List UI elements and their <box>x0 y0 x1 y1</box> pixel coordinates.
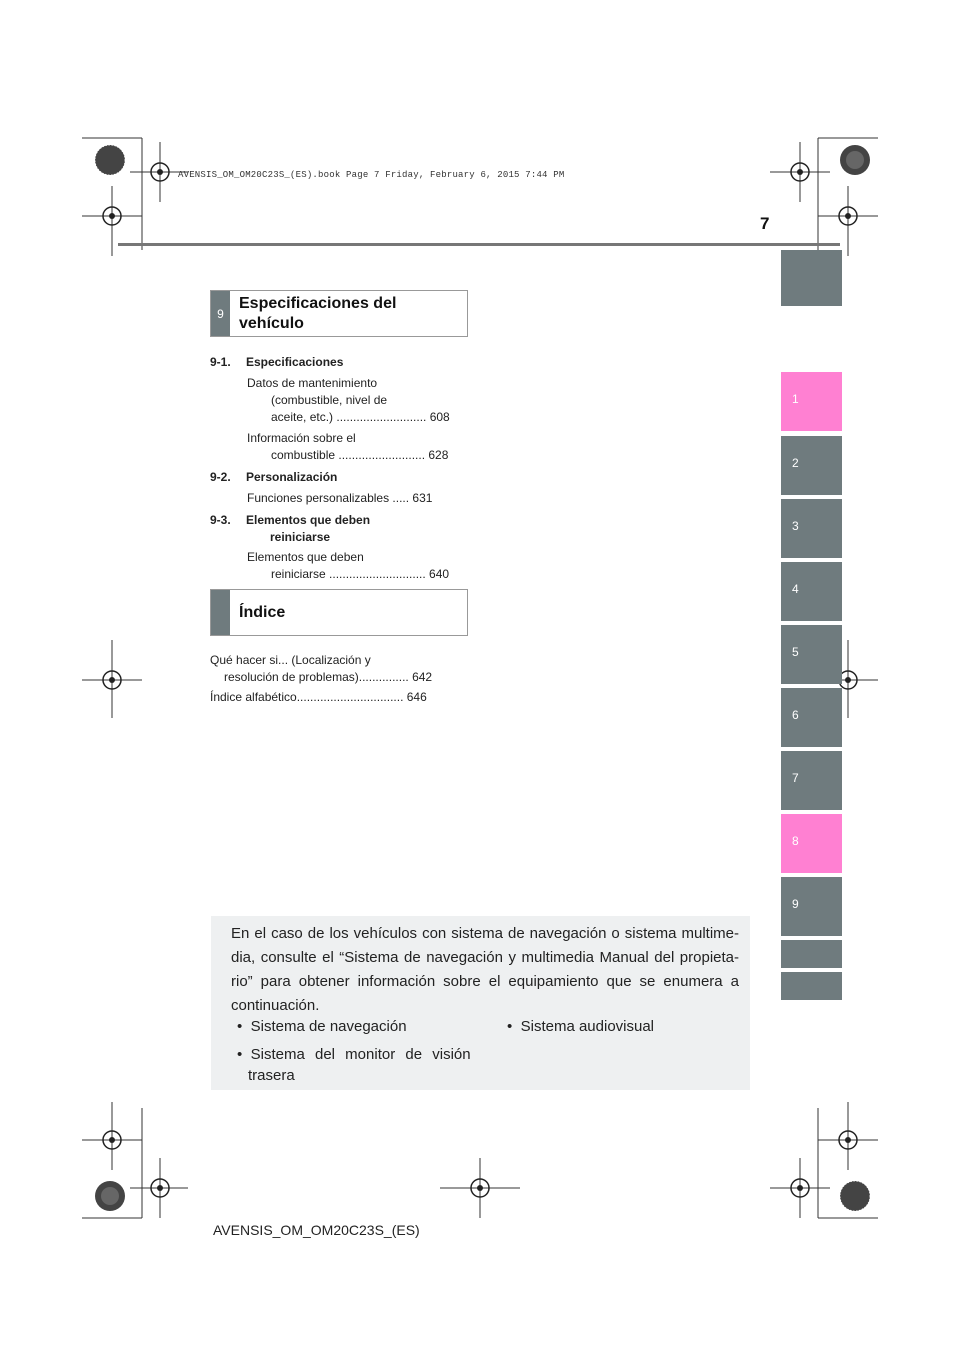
section-9-header <box>210 290 468 337</box>
note-item-navigation: • Sistema de navegación <box>237 1018 407 1035</box>
book-header-line: AVENSIS_OM_OM20C23S_(ES).book Page 7 Friday, February 6, 2015 7:44 PM <box>178 170 565 180</box>
toc-group-9-3[interactable]: 9-3. Elementos que deben reiniciarse <box>210 513 371 544</box>
multimedia-note-box <box>211 916 750 1090</box>
chapter-tab-2[interactable]: 2 <box>781 436 842 495</box>
toc-entry[interactable]: Funciones personalizables ..... 631 <box>247 491 433 505</box>
index-section-title: Índice <box>239 603 286 621</box>
chapter-tab-blank-1[interactable] <box>781 940 842 968</box>
chapter-tab-4[interactable]: 4 <box>781 562 842 621</box>
toc-entry[interactable]: Elementos que deben reiniciarse ............................. 640 <box>247 550 450 581</box>
note-item-rear-camera: • Sistema del monitor de visión trasera <box>237 1046 471 1084</box>
chapter-tab-5[interactable]: 5 <box>781 625 842 684</box>
chapter-tab-blank-2[interactable] <box>781 972 842 1000</box>
chapter-tab-3[interactable]: 3 <box>781 499 842 558</box>
page-number: 7 <box>760 214 770 233</box>
toc-entry-troubleshooting[interactable]: Qué hacer si... (Localización y resolución de problemas)............... 642 <box>210 653 433 684</box>
top-rule <box>118 243 840 246</box>
toc-group-9-1[interactable]: 9-1. Especificaciones <box>210 355 344 369</box>
toc-entry-alphabetical-index[interactable]: Índice alfabético................................ 646 <box>210 690 427 704</box>
toc-entry[interactable]: Información sobre el combustible .......................... 628 <box>247 431 449 462</box>
note-text: En el caso de los vehículos con sistema de navegación o sistema multime-dia, consulte el “Sistema de navegación y multimedia Manual del propieta-rio” para obtener información sobre el equipamiento que se enumera a continuación. <box>231 925 739 1014</box>
footer-document-code: AVENSIS_OM_OM20C23S_(ES) <box>213 1222 420 1238</box>
section-9-title: Especificaciones del vehículo <box>239 294 397 332</box>
section-9-tag: 9 <box>211 291 230 336</box>
index-toc <box>210 652 466 706</box>
chapter-tab-1[interactable]: 1 <box>781 372 842 431</box>
toc-group-9-2[interactable]: 9-2. Personalización <box>210 470 338 484</box>
section-9-toc <box>210 354 466 583</box>
chapter-tab-8[interactable]: 8 <box>781 814 842 873</box>
note-item-audiovisual: • Sistema audiovisual <box>507 1018 655 1035</box>
chapter-tab-6[interactable]: 6 <box>781 688 842 747</box>
chapter-tab-blank-top[interactable] <box>781 250 842 306</box>
index-section-header <box>210 589 468 636</box>
toc-entry[interactable]: Datos de mantenimiento (combustible, nivel de aceite, etc.) ........................... 608 <box>247 376 450 424</box>
chapter-tab-9[interactable]: 9 <box>781 877 842 936</box>
chapter-tab-7[interactable]: 7 <box>781 751 842 810</box>
index-section-tag <box>211 590 230 635</box>
